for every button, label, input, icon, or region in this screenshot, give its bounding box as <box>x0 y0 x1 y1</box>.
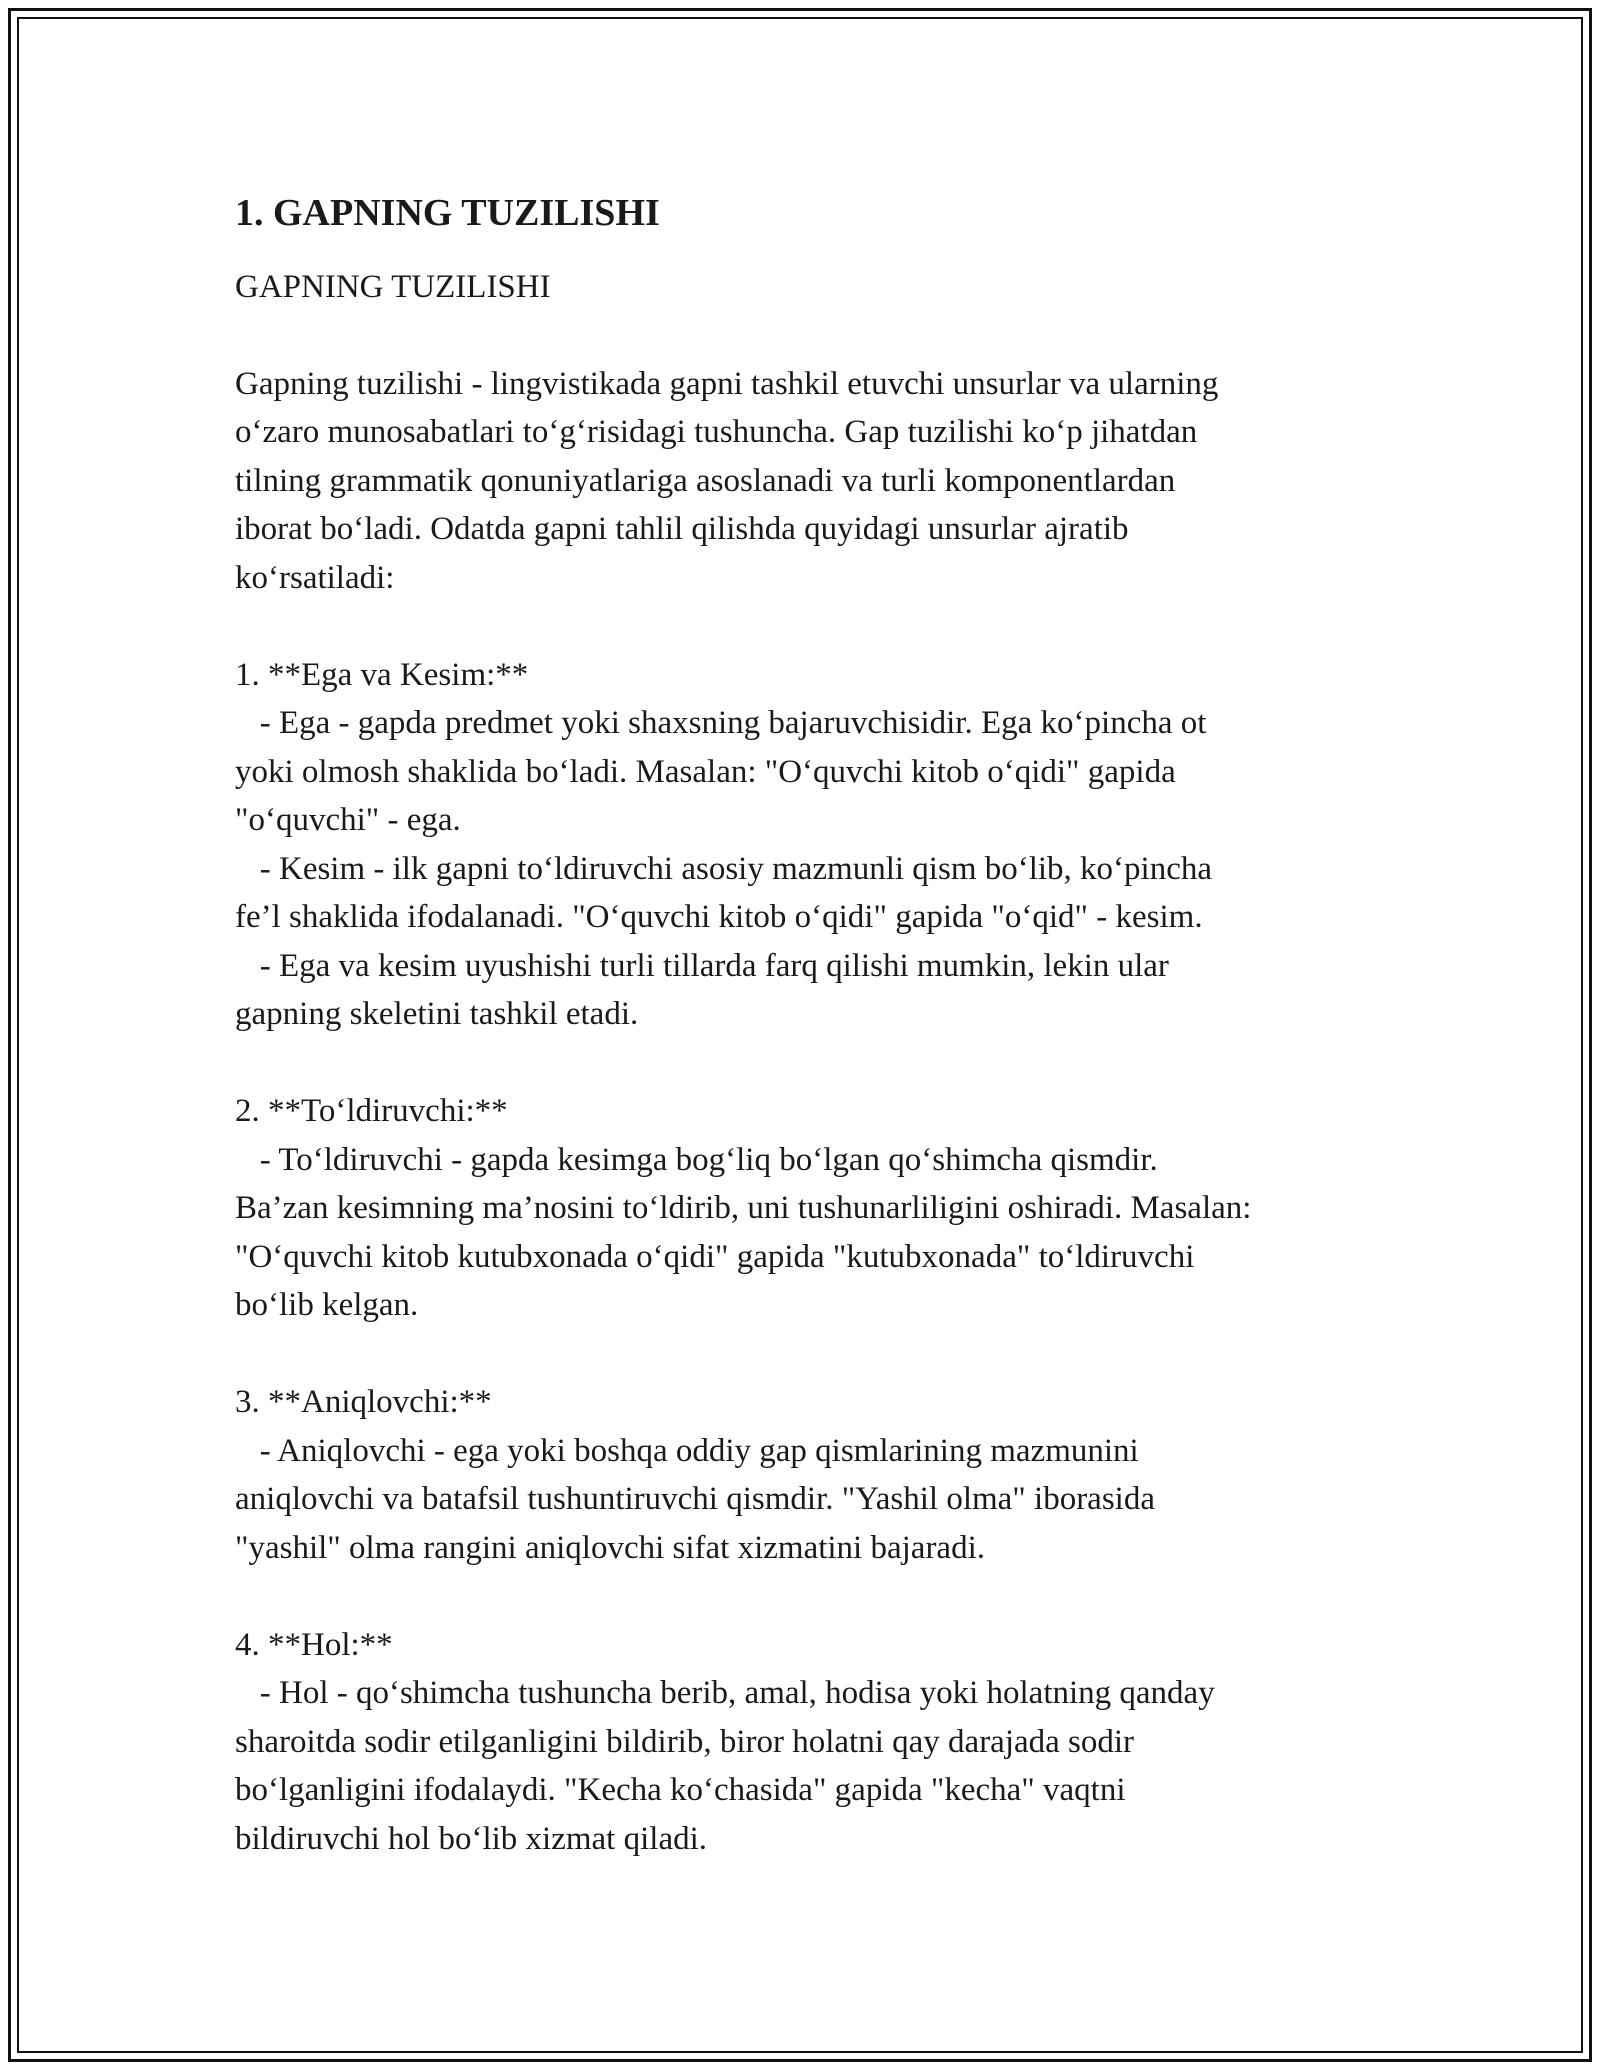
document-body <box>235 185 1395 1863</box>
section-text: - Hol - qo‘shimcha tushuncha berib, amal, hodisa yoki holatning qanday sharoitda sodir etilganligini bildirib, biror holatni qay darajada sodir bo‘lganligini ifodalaydi. "Kecha ko‘chasida" gapida "kecha" vaqtni bildiruvchi hol bo‘lib xizmat qiladi. <box>235 1675 1215 1857</box>
section-text: - Ega - gapda predmet yoki shaxsning bajaruvchisidir. Ega ko‘pincha ot yoki olmosh shaklida bo‘ladi. Masalan: "O‘quvchi kitob o‘qidi" gapida "o‘quvchi" - ega. - Kesim - ilk gapni to‘ldiruvchi asosiy mazmunli qism bo‘lib, ko‘pincha fe’l shaklida ifodalanadi. "O‘quvchi kitob o‘qidi" gapida "o‘qid" - kesim. - Ega va kesim uyushishi turli tillarda farq qilishi mumkin, lekin ular gapning skeletini tashkil etadi. <box>235 705 1213 1032</box>
section-toldiruvchi <box>235 1087 1395 1330</box>
section-ega-kesim <box>235 651 1395 1039</box>
document-subtitle: GAPNING TUZILISHI <box>235 269 551 305</box>
section-heading: 2. **To‘ldiruvchi:** <box>235 1093 508 1129</box>
section-text: - To‘ldiruvchi - gapda kesimga bog‘liq bo‘lgan qo‘shimcha qismdir. Ba’zan kesimning ma’nosini to‘ldirib, uni tushunarliligini oshiradi. Masalan: "O‘quvchi kitob kutubxonada o‘qidi" gapida "kutubxonada" to‘ldiruvchi bo‘lib kelgan. <box>235 1141 1252 1323</box>
section-heading: 4. **Hol:** <box>235 1626 393 1663</box>
section-heading: 3. **Aniqlovchi:** <box>235 1384 492 1420</box>
section-aniqlovchi <box>235 1378 1395 1572</box>
section-heading: 1. **Ega va Kesim:** <box>235 656 529 693</box>
document-title: 1. GAPNING TUZILISHI <box>235 192 660 234</box>
section-hol <box>235 1621 1395 1864</box>
section-text: - Aniqlovchi - ega yoki boshqa oddiy gap qismlarining mazmunini aniqlovchi va batafsil tushuntiruvchi qismdir. "Yashil olma" iborasida "yashil" olma rangini aniqlovchi sifat xizmatini bajaradi. <box>235 1432 1155 1566</box>
intro-paragraph: Gapning tuzilishi - lingvistikada gapni tashkil etuvchi unsurlar va ularning o‘zaro munosabatlari to‘g‘risidagi tushuncha. Gap tuzilishi ko‘p jihatdan tilning grammatik qonuniyatlariga asoslanadi va turli komponentlardan iborat bo‘ladi. Odatda gapni tahlil qilishda quyidagi unsurlar ajratib ko‘rsatiladi: <box>235 365 1219 596</box>
